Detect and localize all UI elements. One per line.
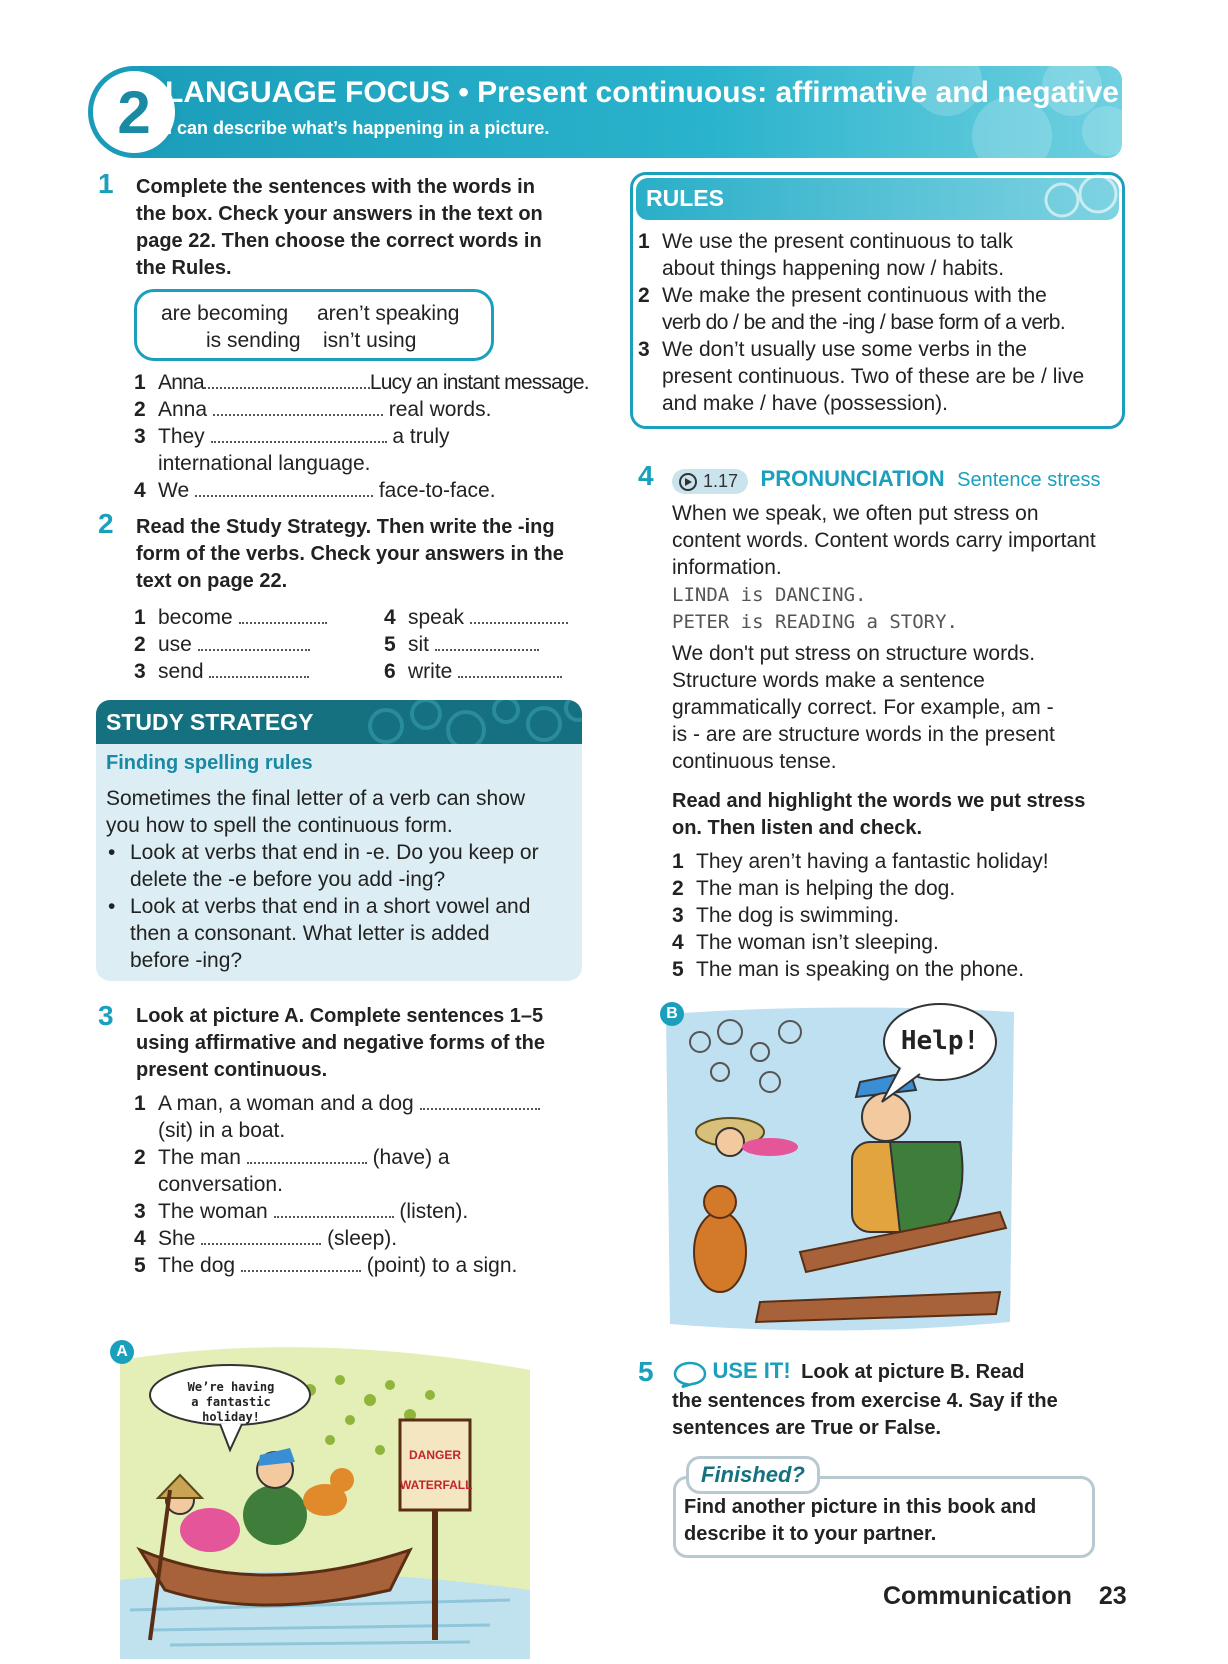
list-item: 5 The man is speaking on the phone. [672,958,1025,981]
answer-blank[interactable] [247,1146,367,1164]
exercise-3-items [134,1090,540,1279]
exercise-4-items [672,848,1049,983]
exercise-number: 1 [98,168,114,199]
page-number: 23 [1098,1582,1127,1610]
rule-line: verb do / be and the -ing / base form of a verb. [662,311,1066,334]
exercise-4-instruction: Read and highlight the words we put stress on. Then listen and check. [672,790,1086,839]
study-strategy-intro: Sometimes the final letter of a verb can show you how to spell the continuous form. [106,787,526,837]
pronunciation-title: PRONUNCIATION [760,466,945,491]
audio-icon [678,472,698,492]
page-title: LANGUAGE FOCUS • Present continuous: affirmative and negative [165,76,1119,109]
study-strategy-heading: STUDY STRATEGY [96,700,582,744]
list-item-continuation: conversation. [158,1173,283,1196]
rule-line: about things happening now / habits. [662,257,1005,280]
use-it-header [672,1358,1025,1388]
list-item: 4 The woman isn’t sleeping. [672,931,939,954]
answer-blank[interactable] [274,1200,394,1218]
answer-blank[interactable] [470,606,568,624]
box-word: is sending [206,329,301,352]
answer-blank[interactable] [195,479,373,497]
unit-number-badge: 2 [88,66,180,158]
rules-list [638,228,1084,417]
list-item: 2 The man (have) a [134,1146,450,1169]
answer-blank[interactable] [213,398,383,416]
list-item: 5 sit [384,631,568,658]
answer-blank[interactable] [420,1092,540,1110]
exercise-number: 5 [638,1356,654,1387]
answer-blank[interactable] [209,660,309,678]
pronunciation-intro: When we speak, we often put stress on content words. Content words carry important information. [672,502,1096,579]
rule-line: 1 We use the present continuous to talk [638,230,1013,253]
list-item: 3 The dog is swimming. [672,904,900,927]
page-subtitle: I can describe what’s happening in a picture. [167,118,550,138]
list-item: 3 send [134,658,327,685]
answer-blank[interactable] [241,1254,361,1272]
rule-line: 2 We make the present continuous with the [638,284,1047,307]
pronunciation-header [672,466,1101,494]
study-strategy-subheading: Finding spelling rules [106,752,313,774]
rules-heading: RULES [636,178,1119,220]
answer-blank[interactable] [201,1227,321,1245]
picture-a [110,1340,540,1659]
answer-blank[interactable] [239,606,327,624]
finished-text: Find another picture in this book and describe it to your partner. [684,1496,1037,1545]
list-item: 3 The woman (listen). [134,1200,469,1223]
pronunciation-explanation: We don't put stress on structure words. Structure words make a sentence grammatically correct. For example, am - is - are are structure words in the present continuous tense. [672,642,1055,773]
list-item: 2 use [134,631,327,658]
list-item: 3 They a truly [134,425,450,448]
list-item: 5 The dog (point) to a sign. [134,1254,518,1277]
footer-section: Communication [883,1582,1072,1610]
list-item: 1 become [134,604,327,631]
list-item: 6 write [384,658,568,685]
picture-label: A [110,1340,134,1364]
list-item: 1 They aren’t having a fantastic holiday! [672,850,1049,873]
answer-blank[interactable] [198,633,310,651]
exercise-1-instruction: Complete the sentences with the words in the box. Check your answers in the text on page 22. Then choose the correct words in the Rules. [136,176,543,279]
exercise-number: 3 [98,1000,114,1031]
rule-line: and make / have (possession). [662,392,948,415]
pronunciation-subtitle: Sentence stress [957,469,1101,491]
speech-bubble-text: We’re having a fantastic holiday! [187,1380,275,1424]
bullet-item: • Look at verbs that end in a short vowel and then a consonant. What letter is added before -ing? [108,895,531,972]
exercise-number: 2 [98,508,114,539]
exercise-2-column-1 [134,604,327,685]
list-item: 4 She (sleep). [134,1227,398,1250]
box-word: isn’t using [323,329,417,352]
audio-track-button[interactable]: 1.17 [672,469,748,494]
list-item-continuation: (sit) in a boat. [158,1119,286,1142]
finished-tab: Finished? [686,1456,820,1494]
list-item: 2 Anna real words. [134,398,492,421]
study-strategy-bullets [106,839,539,974]
answer-blank[interactable] [211,425,387,443]
page-footer [883,1582,1127,1611]
word-box [134,289,494,361]
speech-bubble-icon [672,1360,708,1388]
list-item: 1 A man, a woman and a dog [134,1090,540,1117]
exercise-3-instruction: Look at picture A. Complete sentences 1–5 using affirmative and negative forms of the present continuous. [136,1005,545,1081]
exercise-5-instruction: Look at picture B. Read [801,1361,1025,1383]
answer-blank[interactable] [435,633,539,651]
exercise-1-items [134,369,589,504]
exercise-2-instruction: Read the Study Strategy. Then write the -ing form of the verbs. Check your answers in the text on page 22. [136,516,564,592]
exercise-2-column-2 [384,604,568,685]
list-item: 4 We face-to-face. [134,479,496,502]
swirl-decoration-icon [356,700,582,744]
rule-line: 3 We don’t usually use some verbs in the [638,338,1027,361]
list-item: 4 speak [384,604,568,631]
circle-decoration-icon [1032,174,1122,222]
box-word: aren’t speaking [317,302,460,325]
exercise-5-instruction-cont: the sentences from exercise 4. Say if the sentences are True or False. [672,1390,1058,1439]
list-item: 1 Anna Lucy an instant message. [134,371,589,394]
stress-examples: LINDA is DANCING. PETER is READING a STORY. [672,584,958,633]
use-it-title: USE IT! [712,1358,791,1383]
danger-sign-text: DANGER WATERFALL [400,1448,473,1492]
list-item-continuation: international language. [158,452,371,475]
exercise-number: 4 [638,460,654,491]
picture-b [660,1002,1020,1338]
rule-line: present continuous. Two of these are be / live [662,365,1085,388]
picture-label: B [660,1002,684,1026]
box-word: are becoming [161,302,289,325]
bullet-item: • Look at verbs that end in -e. Do you keep or delete the -e before you add -ing? [108,841,539,891]
answer-blank[interactable] [204,371,370,389]
speech-bubble-text: Help! [900,1026,980,1056]
answer-blank[interactable] [458,660,562,678]
list-item: 2 The man is helping the dog. [672,877,956,900]
